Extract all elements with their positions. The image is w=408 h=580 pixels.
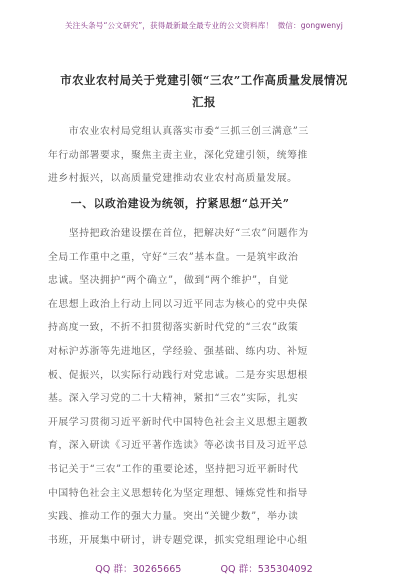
banner-text: 关注头条号“公文研究”，获得最新最全最专业的公文资料库！: [64, 21, 274, 30]
body-line: 忠诚。坚决拥护“两个确立”，做到“两个维护”，自觉: [48, 275, 289, 287]
footer-qq-group-1: QQ 群：30265665: [95, 564, 182, 575]
footer-qq-group-2: QQ 群：535304092: [220, 564, 313, 575]
document-title-cont: 汇报: [192, 95, 216, 109]
intro-paragraph: [48, 120, 348, 191]
banner-wechat: 微信：gongwenyj: [277, 21, 343, 30]
document-title: 市农业农村局关于党建引领“三农”工作高质量发展情况: [60, 73, 348, 87]
body-line: 书班，开展集中研讨，讲专题党课，抓实党组理论中心组: [48, 534, 308, 546]
intro-line: 进乡村振兴，以高质量党建推动农业农村高质量发展。: [48, 173, 298, 185]
body-line: 在思想上政治上行动上同以习近平同志为核心的党中央保: [48, 298, 308, 310]
footer: [0, 561, 408, 575]
body-line: 板、促振兴，以实际行动践行对党忠诚。二是夯实思想根: [48, 369, 308, 381]
body-line: 育，深入研读《习近平著作选读》等必读书目及习近平总: [48, 440, 308, 452]
intro-line: 市农业农村局党组认真落实市委“三抓三创三满意”三: [48, 126, 309, 137]
body-line: 坚持把政治建设摆在首位，把解决好“三农”问题作为: [48, 228, 309, 239]
body-line: 全局工作重中之重，守好“三农”基本盘。一是筑牢政治: [48, 251, 299, 263]
body-line: 开展学习贯彻习近平新时代中国特色社会主义思想主题教: [48, 416, 308, 428]
body-line: 对标沪苏浙等先进地区，学经验、强基础、练内功、补短: [48, 345, 308, 357]
body-line: 基。深入学习党的二十大精神，紧扣“三农”实际，扎实: [48, 393, 299, 405]
section-heading: 一、以政治建设为统领，拧紧思想“总开关”: [48, 197, 290, 210]
body-line: 实践、推动工作的强大力量。突出“关键少数”，举办读: [48, 511, 299, 523]
section-body: [48, 222, 348, 552]
top-banner: [0, 20, 408, 31]
body-line: 书记关于“三农”工作的重要论述，坚持把习近平新时代: [48, 463, 299, 475]
intro-line: 年行动部署要求，聚焦主责主业，深化党建引领，统筹推: [48, 149, 308, 161]
body-line: 持高度一致，不折不扣贯彻落实新时代党的“三农”政策: [48, 322, 299, 334]
body-line: 中国特色社会主义思想转化为坚定理想、锤炼党性和指导: [48, 487, 308, 499]
